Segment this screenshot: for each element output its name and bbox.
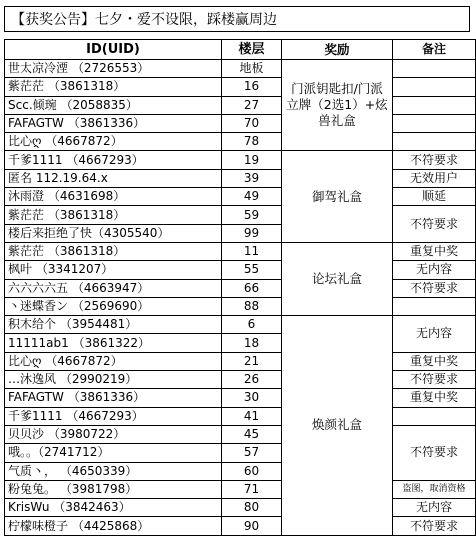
cell-note — [393, 407, 476, 425]
table-row — [5, 133, 476, 151]
table-row — [5, 279, 476, 297]
cell-id: 世太凉冷湮 （2726553） — [5, 60, 222, 78]
cell-note: 不符要求 — [393, 517, 476, 535]
cell-note: 重复中奖 — [393, 389, 476, 407]
cell-note: 盗图，取消资格 — [393, 480, 476, 498]
cell-note — [393, 114, 476, 132]
table-row — [5, 425, 476, 443]
cell-floor: 66 — [222, 279, 282, 297]
cell-note — [393, 78, 476, 96]
cell-floor: 78 — [222, 133, 282, 151]
cell-floor: 21 — [222, 352, 282, 370]
cell-id: 紫茫茫 （3861318） — [5, 242, 222, 260]
cell-floor: 41 — [222, 407, 282, 425]
cell-note: 重复中奖 — [393, 352, 476, 370]
cell-floor: 88 — [222, 297, 282, 315]
cell-id: KrisWu （3842463） — [5, 499, 222, 517]
cell-floor: 地板 — [222, 60, 282, 78]
winners-table — [4, 39, 476, 536]
reward-cell-4: 焕颜礼盒 — [282, 316, 393, 536]
cell-floor: 11 — [222, 242, 282, 260]
table-row — [5, 499, 476, 517]
cell-floor: 39 — [222, 169, 282, 187]
cell-floor: 59 — [222, 206, 282, 224]
cell-note: 无内容 — [393, 261, 476, 279]
cell-floor: 26 — [222, 371, 282, 389]
cell-id: 六六六六五 （4663947） — [5, 279, 222, 297]
cell-floor: 90 — [222, 517, 282, 535]
page-title: 【获奖公告】七夕・爱不设限，踩楼赢周边 — [4, 6, 470, 32]
cell-floor: 71 — [222, 480, 282, 498]
cell-floor: 27 — [222, 96, 282, 114]
cell-id: Scc.倾琬 （2058835） — [5, 96, 222, 114]
reward-cell-1: 门派钥匙扣/门派立牌（2选1）+炫兽礼盒 — [282, 60, 393, 151]
cell-note — [393, 133, 476, 151]
cell-id: 楼后来拒绝了快（4305540） — [5, 224, 222, 242]
cell-id: 粉兔兔。 （3981798） — [5, 480, 222, 498]
header-id: ID(UID) — [5, 40, 222, 60]
cell-note: 无内容 — [393, 499, 476, 517]
cell-id: 气质丶， （4650339） — [5, 462, 222, 480]
cell-floor: 19 — [222, 151, 282, 169]
cell-note: 重复中奖 — [393, 242, 476, 260]
cell-floor: 70 — [222, 114, 282, 132]
table-row — [5, 114, 476, 132]
table-row — [5, 297, 476, 315]
cell-id: 紫茫茫 （3861318） — [5, 78, 222, 96]
cell-note: 不符要求 — [393, 151, 476, 169]
cell-id: 哦。。（2741712） — [5, 444, 222, 462]
table-row — [5, 517, 476, 535]
cell-note: 不符要求 — [393, 279, 476, 297]
cell-id: …沐逸风 （2990219） — [5, 371, 222, 389]
table-row — [5, 188, 476, 206]
table-row — [5, 316, 476, 334]
cell-floor: 6 — [222, 316, 282, 334]
cell-id: 紫茫茫 （3861318） — [5, 206, 222, 224]
table-row — [5, 371, 476, 389]
cell-id: 匿名 112.19.64.x — [5, 169, 222, 187]
cell-floor: 45 — [222, 425, 282, 443]
reward-cell-3: 论坛礼盒 — [282, 242, 393, 315]
cell-floor: 18 — [222, 334, 282, 352]
cell-id: 千爹1111 （4667293） — [5, 151, 222, 169]
cell-floor: 80 — [222, 499, 282, 517]
cell-floor: 16 — [222, 78, 282, 96]
cell-id: 沐雨澄 （4631698） — [5, 188, 222, 206]
cell-floor: 55 — [222, 261, 282, 279]
cell-id: 丶迷蝶香ン （2569690） — [5, 297, 222, 315]
cell-id: 11111ab1 （3861322） — [5, 334, 222, 352]
cell-note: 不符要求 — [393, 206, 476, 243]
cell-note: 无效用户 — [393, 169, 476, 187]
table-row — [5, 169, 476, 187]
header-floor: 楼层 — [222, 40, 282, 60]
header-reward: 奖励 — [282, 40, 393, 60]
cell-note: 无内容 — [393, 316, 476, 353]
cell-id: 枫叶 （3341207） — [5, 261, 222, 279]
cell-id: 积木给个 （3954481） — [5, 316, 222, 334]
cell-id: 比心ღ （4667872） — [5, 133, 222, 151]
cell-note — [393, 96, 476, 114]
cell-floor: 57 — [222, 444, 282, 462]
cell-note — [393, 297, 476, 315]
cell-note: 顺延 — [393, 188, 476, 206]
table-header — [5, 40, 476, 60]
table-row — [5, 261, 476, 279]
cell-id: 柠檬味橙子 （4425868） — [5, 517, 222, 535]
table-row — [5, 78, 476, 96]
table-row — [5, 151, 476, 169]
cell-id: FAFAGTW （3861336） — [5, 389, 222, 407]
table-row — [5, 407, 476, 425]
table-row — [5, 60, 476, 78]
table-row — [5, 480, 476, 498]
cell-id: 比心ღ （4667872） — [5, 352, 222, 370]
cell-id: 贝贝沙 （3980722） — [5, 425, 222, 443]
cell-note — [393, 60, 476, 78]
cell-note: 不符要求 — [393, 425, 476, 480]
table-row — [5, 206, 476, 224]
cell-note: 不符要求 — [393, 371, 476, 389]
table-row — [5, 352, 476, 370]
table-row — [5, 389, 476, 407]
cell-id: FAFAGTW （3861336） — [5, 114, 222, 132]
reward-cell-2: 御驾礼盒 — [282, 151, 393, 242]
header-note: 备注 — [393, 40, 476, 60]
cell-floor: 60 — [222, 462, 282, 480]
cell-floor: 30 — [222, 389, 282, 407]
table-row — [5, 242, 476, 260]
cell-id: 千爹1111 （4667293） — [5, 407, 222, 425]
table-row — [5, 96, 476, 114]
cell-floor: 49 — [222, 188, 282, 206]
cell-floor: 99 — [222, 224, 282, 242]
